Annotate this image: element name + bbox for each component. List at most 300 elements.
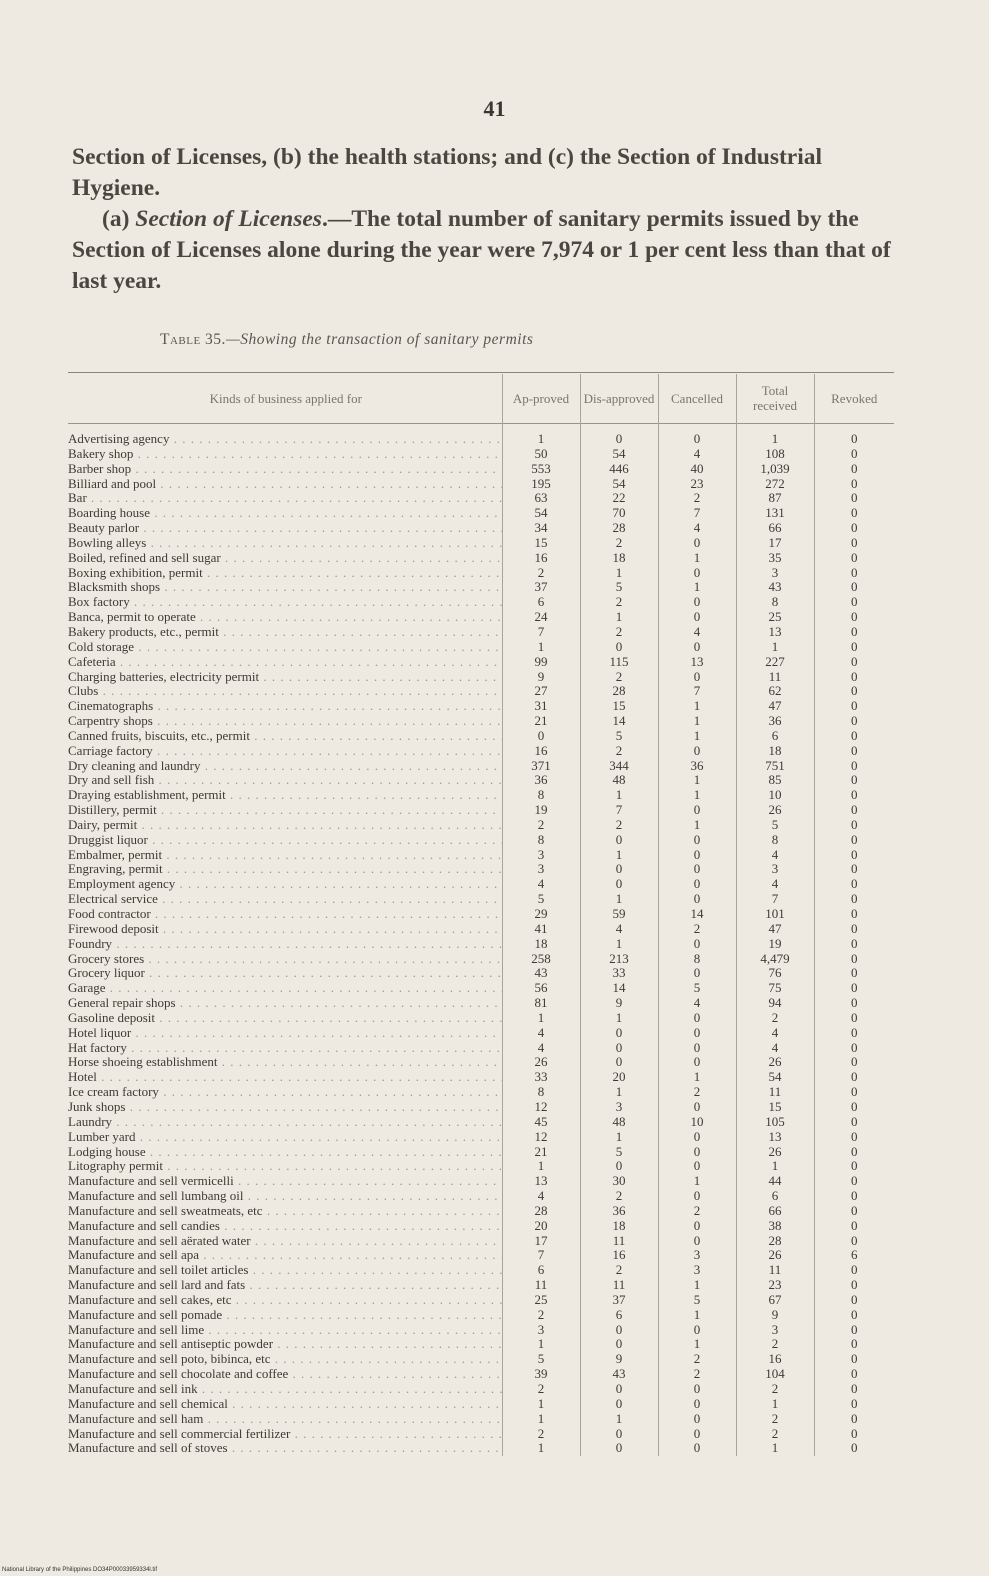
- cell-revoked: 0: [814, 1189, 894, 1204]
- business-kind-label: Banca, permit to operate . . .: [68, 610, 502, 624]
- cell-kind: [68, 625, 502, 640]
- cell-cancelled: 0: [658, 1041, 736, 1056]
- cell-approved: 21: [502, 714, 580, 729]
- cell-disapproved: 1: [580, 1130, 658, 1145]
- cell-revoked: 0: [814, 1219, 894, 1234]
- cell-total-received: 1,039: [736, 462, 814, 477]
- cell-approved: 29: [502, 907, 580, 922]
- cell-revoked: 0: [814, 1026, 894, 1041]
- cell-disapproved: 43: [580, 1367, 658, 1382]
- table-row: [68, 1308, 894, 1323]
- cell-cancelled: 14: [658, 907, 736, 922]
- table-row: [68, 1055, 894, 1070]
- business-kind-label: Bar . . .: [68, 491, 502, 505]
- cell-cancelled: 1: [658, 714, 736, 729]
- cell-revoked: 0: [814, 1337, 894, 1352]
- cell-approved: 1: [502, 1011, 580, 1026]
- table-row: [68, 491, 894, 506]
- cell-cancelled: 0: [658, 1011, 736, 1026]
- cell-cancelled: 7: [658, 684, 736, 699]
- cell-approved: 2: [502, 1382, 580, 1397]
- cell-approved: 3: [502, 848, 580, 863]
- business-kind-label: Cinematographs . . .: [68, 699, 502, 713]
- business-kind-label: Bakery products, etc., permit . . .: [68, 625, 502, 639]
- cell-revoked: 0: [814, 1367, 894, 1382]
- cell-disapproved: 213: [580, 952, 658, 967]
- cell-cancelled: 2: [658, 1204, 736, 1219]
- business-kind-label: Employment agency . . .: [68, 877, 502, 891]
- table-row: [68, 1367, 894, 1382]
- cell-cancelled: 0: [658, 1100, 736, 1115]
- cell-cancelled: 1: [658, 1174, 736, 1189]
- cell-approved: 1: [502, 1412, 580, 1427]
- cell-disapproved: 14: [580, 714, 658, 729]
- cell-kind: [68, 788, 502, 803]
- table-row: [68, 1011, 894, 1026]
- cell-approved: 6: [502, 595, 580, 610]
- cell-disapproved: 6: [580, 1308, 658, 1323]
- cell-disapproved: 5: [580, 729, 658, 744]
- cell-cancelled: 36: [658, 759, 736, 774]
- cell-approved: 7: [502, 625, 580, 640]
- business-kind-label: Boarding house . . .: [68, 506, 502, 520]
- table-row: [68, 848, 894, 863]
- cell-revoked: 0: [814, 1234, 894, 1249]
- cell-disapproved: 1: [580, 788, 658, 803]
- cell-cancelled: 0: [658, 670, 736, 685]
- business-kind-label: Embalmer, permit . . .: [68, 848, 502, 862]
- cell-approved: 3: [502, 862, 580, 877]
- cell-approved: 1: [502, 640, 580, 655]
- table-row: [68, 1159, 894, 1174]
- table-caption-label: Table 35.: [160, 331, 226, 348]
- cell-total-received: 1: [736, 640, 814, 655]
- cell-cancelled: 5: [658, 981, 736, 996]
- cell-approved: 5: [502, 1352, 580, 1367]
- cell-kind: [68, 877, 502, 892]
- cell-total-received: 94: [736, 996, 814, 1011]
- cell-cancelled: 0: [658, 1397, 736, 1412]
- cell-approved: 9: [502, 670, 580, 685]
- business-kind-label: Manufacture and sell pomade . . .: [68, 1308, 502, 1322]
- table-row: [68, 907, 894, 922]
- cell-approved: 2: [502, 1308, 580, 1323]
- cell-disapproved: 33: [580, 966, 658, 981]
- table-row: [68, 714, 894, 729]
- cell-kind: [68, 595, 502, 610]
- cell-total-received: 105: [736, 1115, 814, 1130]
- business-kind-label: Manufacture and sell sweatmeats, etc . . .: [68, 1204, 502, 1218]
- cell-cancelled: 1: [658, 699, 736, 714]
- cell-approved: 0: [502, 729, 580, 744]
- cell-total-received: 28: [736, 1234, 814, 1249]
- cell-disapproved: 5: [580, 1145, 658, 1160]
- cell-total-received: 2: [736, 1427, 814, 1442]
- cell-revoked: 0: [814, 1397, 894, 1412]
- cell-total-received: 35: [736, 551, 814, 566]
- cell-cancelled: 0: [658, 536, 736, 551]
- table-row: [68, 892, 894, 907]
- cell-kind: [68, 670, 502, 685]
- cell-cancelled: 0: [658, 848, 736, 863]
- cell-total-received: 2: [736, 1412, 814, 1427]
- cell-revoked: 0: [814, 773, 894, 788]
- business-kind-label: Manufacture and sell ink . . .: [68, 1382, 502, 1396]
- cell-total-received: 1: [736, 422, 814, 447]
- cell-cancelled: 0: [658, 1412, 736, 1427]
- business-kind-label: Advertising agency . . .: [68, 431, 502, 446]
- cell-cancelled: 0: [658, 1145, 736, 1160]
- cell-kind: [68, 1441, 502, 1456]
- table-row: [68, 1070, 894, 1085]
- cell-cancelled: 0: [658, 1219, 736, 1234]
- cell-revoked: 0: [814, 1278, 894, 1293]
- cell-approved: 4: [502, 1026, 580, 1041]
- cell-kind: [68, 462, 502, 477]
- cell-approved: 7: [502, 1248, 580, 1263]
- cell-total-received: 1: [736, 1397, 814, 1412]
- cell-disapproved: 0: [580, 1041, 658, 1056]
- business-kind-label: Manufacture and sell poto, bibinca, etc . . .: [68, 1352, 502, 1366]
- cell-total-received: 76: [736, 966, 814, 981]
- cell-disapproved: 2: [580, 1189, 658, 1204]
- cell-kind: [68, 714, 502, 729]
- table-row: [68, 506, 894, 521]
- business-kind-label: Junk shops . . .: [68, 1100, 502, 1114]
- cell-kind: [68, 1130, 502, 1145]
- cell-approved: 45: [502, 1115, 580, 1130]
- business-kind-label: Manufacture and sell of stoves . . .: [68, 1441, 502, 1455]
- table-row: [68, 862, 894, 877]
- cell-cancelled: 0: [658, 640, 736, 655]
- cell-cancelled: 4: [658, 625, 736, 640]
- table-row: [68, 1337, 894, 1352]
- cell-cancelled: 10: [658, 1115, 736, 1130]
- business-kind-label: Firewood deposit . . .: [68, 922, 502, 936]
- cell-total-received: 43: [736, 580, 814, 595]
- cell-revoked: 0: [814, 877, 894, 892]
- cell-kind: [68, 803, 502, 818]
- business-kind-label: Dry cleaning and laundry . . .: [68, 759, 502, 773]
- cell-kind: [68, 937, 502, 952]
- cell-approved: 1: [502, 1397, 580, 1412]
- table-caption: [160, 331, 820, 349]
- cell-cancelled: 2: [658, 1367, 736, 1382]
- cell-revoked: 0: [814, 1011, 894, 1026]
- cell-disapproved: 54: [580, 477, 658, 492]
- table-row: [68, 996, 894, 1011]
- table-row: [68, 1145, 894, 1160]
- business-kind-label: Druggist liquor . . .: [68, 833, 502, 847]
- cell-kind: [68, 1308, 502, 1323]
- cell-revoked: 0: [814, 580, 894, 595]
- cell-total-received: 6: [736, 729, 814, 744]
- cell-approved: 8: [502, 833, 580, 848]
- cell-cancelled: 0: [658, 833, 736, 848]
- table-row: [68, 447, 894, 462]
- cell-kind: [68, 477, 502, 492]
- cell-revoked: 0: [814, 1263, 894, 1278]
- business-kind-label: Billiard and pool . . .: [68, 477, 502, 491]
- cell-kind: [68, 1070, 502, 1085]
- business-kind-label: Dairy, permit . . .: [68, 818, 502, 832]
- cell-kind: [68, 892, 502, 907]
- cell-approved: 37: [502, 580, 580, 595]
- business-kind-label: Manufacture and sell lime . . .: [68, 1323, 502, 1337]
- cell-approved: 17: [502, 1234, 580, 1249]
- business-kind-label: Cold storage . . .: [68, 640, 502, 654]
- cell-disapproved: 4: [580, 922, 658, 937]
- cell-cancelled: 1: [658, 1070, 736, 1085]
- header-revoked: Revoked: [814, 374, 894, 422]
- cell-total-received: 4: [736, 1026, 814, 1041]
- cell-revoked: 0: [814, 566, 894, 581]
- cell-kind: [68, 1219, 502, 1234]
- cell-disapproved: 1: [580, 892, 658, 907]
- business-kind-label: Laundry . . .: [68, 1115, 502, 1129]
- cell-revoked: 0: [814, 1293, 894, 1308]
- table-row: [68, 729, 894, 744]
- cell-approved: 371: [502, 759, 580, 774]
- business-kind-label: Manufacture and sell ham . . .: [68, 1412, 502, 1426]
- business-kind-label: Litography permit . . .: [68, 1159, 502, 1173]
- cell-disapproved: 0: [580, 1159, 658, 1174]
- cell-disapproved: 1: [580, 1412, 658, 1427]
- cell-cancelled: 1: [658, 729, 736, 744]
- cell-total-received: 62: [736, 684, 814, 699]
- business-kind-label: Boxing exhibition, permit . . .: [68, 566, 502, 580]
- cell-disapproved: 28: [580, 521, 658, 536]
- cell-kind: [68, 729, 502, 744]
- cell-cancelled: 2: [658, 491, 736, 506]
- business-kind-label: Dry and sell fish . . .: [68, 773, 502, 787]
- table-row: [68, 625, 894, 640]
- cell-disapproved: 22: [580, 491, 658, 506]
- business-kind-label: Lodging house . . .: [68, 1145, 502, 1159]
- cell-total-received: 67: [736, 1293, 814, 1308]
- cell-approved: 13: [502, 1174, 580, 1189]
- cell-total-received: 11: [736, 670, 814, 685]
- cell-disapproved: 70: [580, 506, 658, 521]
- paragraph-2: [72, 204, 900, 297]
- cell-approved: 27: [502, 684, 580, 699]
- business-kind-label: Horse shoeing establishment . . .: [68, 1055, 502, 1069]
- cell-disapproved: 0: [580, 1382, 658, 1397]
- cell-cancelled: 1: [658, 773, 736, 788]
- cell-kind: [68, 1293, 502, 1308]
- cell-revoked: 0: [814, 1130, 894, 1145]
- cell-revoked: 0: [814, 833, 894, 848]
- cell-approved: 24: [502, 610, 580, 625]
- table-row: [68, 966, 894, 981]
- cell-kind: [68, 1323, 502, 1338]
- cell-total-received: 131: [736, 506, 814, 521]
- table-row: [68, 521, 894, 536]
- cell-approved: 2: [502, 1427, 580, 1442]
- table-row: [68, 1427, 894, 1442]
- cell-kind: [68, 1248, 502, 1263]
- cell-total-received: 47: [736, 699, 814, 714]
- cell-kind: [68, 952, 502, 967]
- cell-approved: 16: [502, 551, 580, 566]
- table-row: [68, 981, 894, 996]
- cell-disapproved: 11: [580, 1278, 658, 1293]
- cell-disapproved: 54: [580, 447, 658, 462]
- business-kind-label: Manufacture and sell aërated water . . .: [68, 1234, 502, 1248]
- cell-approved: 195: [502, 477, 580, 492]
- table-row: [68, 566, 894, 581]
- cell-disapproved: 2: [580, 670, 658, 685]
- cell-revoked: 0: [814, 1323, 894, 1338]
- business-kind-label: Beauty parlor . . .: [68, 521, 502, 535]
- table-row: [68, 1204, 894, 1219]
- table-row: [68, 877, 894, 892]
- cell-total-received: 3: [736, 1323, 814, 1338]
- table-row: [68, 1174, 894, 1189]
- table-header-row: [68, 374, 894, 422]
- table-row: [68, 922, 894, 937]
- cell-revoked: 0: [814, 699, 894, 714]
- cell-kind: [68, 1412, 502, 1427]
- business-kind-label: Manufacture and sell apa . . .: [68, 1248, 502, 1262]
- cell-kind: [68, 744, 502, 759]
- cell-approved: 39: [502, 1367, 580, 1382]
- cell-total-received: 19: [736, 937, 814, 952]
- cell-cancelled: 0: [658, 1026, 736, 1041]
- cell-total-received: 26: [736, 1248, 814, 1263]
- cell-cancelled: 0: [658, 1323, 736, 1338]
- business-kind-label: Engraving, permit . . .: [68, 862, 502, 876]
- cell-disapproved: 3: [580, 1100, 658, 1115]
- table-row: [68, 952, 894, 967]
- cell-cancelled: 1: [658, 1278, 736, 1293]
- cell-total-received: 104: [736, 1367, 814, 1382]
- cell-approved: 34: [502, 521, 580, 536]
- table-row: [68, 1085, 894, 1100]
- cell-cancelled: 0: [658, 1055, 736, 1070]
- table-row: [68, 818, 894, 833]
- cell-disapproved: 36: [580, 1204, 658, 1219]
- table-row: [68, 1263, 894, 1278]
- cell-revoked: 0: [814, 536, 894, 551]
- cell-total-received: 23: [736, 1278, 814, 1293]
- cell-revoked: 0: [814, 506, 894, 521]
- business-kind-label: Manufacture and sell chemical . . .: [68, 1397, 502, 1411]
- cell-kind: [68, 655, 502, 670]
- cell-cancelled: 4: [658, 521, 736, 536]
- cell-kind: [68, 1159, 502, 1174]
- cell-total-received: 7: [736, 892, 814, 907]
- cell-revoked: 0: [814, 729, 894, 744]
- cell-kind: [68, 551, 502, 566]
- table-row: [68, 1352, 894, 1367]
- cell-kind: [68, 580, 502, 595]
- cell-cancelled: 2: [658, 1085, 736, 1100]
- section-heading: Section of Licenses: [135, 206, 322, 232]
- business-kind-label: Bakery shop . . .: [68, 447, 502, 461]
- cell-revoked: 0: [814, 1204, 894, 1219]
- cell-kind: [68, 684, 502, 699]
- cell-total-received: 108: [736, 447, 814, 462]
- business-kind-label: Charging batteries, electricity permit . . .: [68, 670, 502, 684]
- cell-cancelled: 4: [658, 996, 736, 1011]
- cell-revoked: 0: [814, 907, 894, 922]
- cell-total-received: 101: [736, 907, 814, 922]
- business-kind-label: Manufacture and sell chocolate and coffee . . .: [68, 1367, 502, 1381]
- table-row: [68, 1219, 894, 1234]
- cell-approved: 20: [502, 1219, 580, 1234]
- cell-kind: [68, 1189, 502, 1204]
- cell-cancelled: 0: [658, 966, 736, 981]
- cell-total-received: 66: [736, 1204, 814, 1219]
- cell-cancelled: 40: [658, 462, 736, 477]
- cell-cancelled: 0: [658, 595, 736, 610]
- table-row: [68, 773, 894, 788]
- cell-disapproved: 11: [580, 1234, 658, 1249]
- cell-revoked: 0: [814, 1441, 894, 1456]
- cell-cancelled: 1: [658, 551, 736, 566]
- cell-total-received: 11: [736, 1085, 814, 1100]
- cell-cancelled: 5: [658, 1293, 736, 1308]
- business-kind-label: Clubs . . .: [68, 684, 502, 698]
- cell-kind: [68, 996, 502, 1011]
- cell-kind: [68, 1278, 502, 1293]
- cell-revoked: 0: [814, 1352, 894, 1367]
- cell-total-received: 751: [736, 759, 814, 774]
- cell-kind: [68, 640, 502, 655]
- cell-revoked: 0: [814, 491, 894, 506]
- cell-cancelled: 0: [658, 1159, 736, 1174]
- cell-cancelled: 0: [658, 937, 736, 952]
- cell-cancelled: 23: [658, 477, 736, 492]
- cell-kind: [68, 1085, 502, 1100]
- cell-total-received: 4: [736, 877, 814, 892]
- cell-disapproved: 115: [580, 655, 658, 670]
- cell-kind: [68, 521, 502, 536]
- cell-approved: 28: [502, 1204, 580, 1219]
- cell-revoked: 0: [814, 640, 894, 655]
- cell-disapproved: 1: [580, 937, 658, 952]
- cell-disapproved: 0: [580, 1427, 658, 1442]
- cell-approved: 4: [502, 1041, 580, 1056]
- cell-disapproved: 37: [580, 1293, 658, 1308]
- page-number: 41: [483, 96, 506, 121]
- cell-approved: 26: [502, 1055, 580, 1070]
- table-row: [68, 551, 894, 566]
- paragraph-1: Section of Licenses, (b) the health stations; and (c) the Section of Industrial Hygiene.: [72, 144, 823, 201]
- cell-approved: 4: [502, 877, 580, 892]
- cell-kind: [68, 1204, 502, 1219]
- cell-revoked: 0: [814, 803, 894, 818]
- cell-cancelled: 8: [658, 952, 736, 967]
- cell-total-received: 85: [736, 773, 814, 788]
- cell-total-received: 13: [736, 1130, 814, 1145]
- cell-approved: 12: [502, 1100, 580, 1115]
- cell-kind: [68, 833, 502, 848]
- cell-revoked: 0: [814, 1100, 894, 1115]
- cell-kind: [68, 1041, 502, 1056]
- business-kind-label: Manufacture and sell lard and fats . . .: [68, 1278, 502, 1292]
- business-kind-label: Gasoline deposit . . .: [68, 1011, 502, 1025]
- cell-total-received: 4: [736, 1041, 814, 1056]
- cell-kind: [68, 1382, 502, 1397]
- cell-kind: [68, 491, 502, 506]
- cell-revoked: 0: [814, 477, 894, 492]
- cell-cancelled: 2: [658, 1352, 736, 1367]
- cell-revoked: 0: [814, 1041, 894, 1056]
- cell-kind: [68, 1397, 502, 1412]
- cell-total-received: 38: [736, 1219, 814, 1234]
